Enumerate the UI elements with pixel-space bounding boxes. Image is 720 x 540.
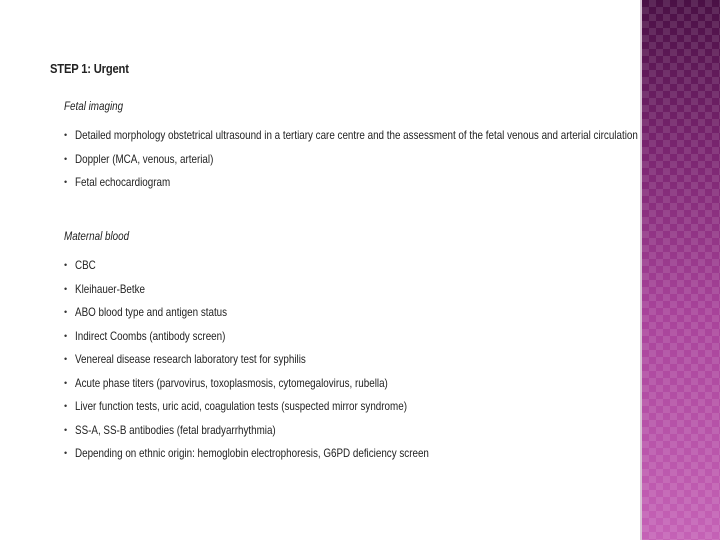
list-item-text: Depending on ethnic origin: hemoglobin electrophoresis, G6PD deficiency screen xyxy=(75,446,429,460)
list-item-text: Liver function tests, uric acid, coagulation tests (suspected mirror syndrome) xyxy=(75,399,407,413)
list-item-text: Venereal disease research laboratory test for syphilis xyxy=(75,352,306,366)
list-item-text: SS-A, SS-B antibodies (fetal bradyarrhythmia) xyxy=(75,422,276,437)
bullet-icon: • xyxy=(64,448,68,458)
bullet-icon: • xyxy=(64,354,68,364)
decorative-side-panel xyxy=(642,0,720,540)
bullet-icon: • xyxy=(64,330,68,341)
list-item-text: Kleihauer-Betke xyxy=(75,281,146,296)
list-item-text: Indirect Coombs (antibody screen) xyxy=(75,328,226,343)
bullet-icon: • xyxy=(64,153,68,164)
list-item-text: ABO blood type and antigen status xyxy=(75,305,228,319)
bullet-icon: • xyxy=(64,377,68,388)
bullet-icon: • xyxy=(64,424,68,435)
list-item-text: CBC xyxy=(75,258,96,272)
list-item-text: Fetal echocardiogram xyxy=(75,175,171,189)
maternal-blood-heading: Maternal blood xyxy=(64,229,130,243)
bullet-icon: • xyxy=(64,283,68,294)
step-title: STEP 1: Urgent xyxy=(50,61,129,76)
fetal-imaging-heading: Fetal imaging xyxy=(64,99,124,113)
list-item-text: Acute phase titers (parvovirus, toxoplasmosis, cytomegalovirus, rubella) xyxy=(75,375,388,390)
bullet-icon: • xyxy=(64,260,68,270)
list-item-text: Doppler (MCA, venous, arterial) xyxy=(75,151,214,166)
bullet-icon: • xyxy=(64,401,68,411)
bullet-icon: • xyxy=(64,307,68,317)
bullet-icon: • xyxy=(64,130,68,140)
bullet-icon: • xyxy=(64,177,68,187)
list-item-text: Detailed morphology obstetrical ultrasound in a tertiary care centre and the assessment of the fetal venous and arterial circulation xyxy=(75,128,638,142)
